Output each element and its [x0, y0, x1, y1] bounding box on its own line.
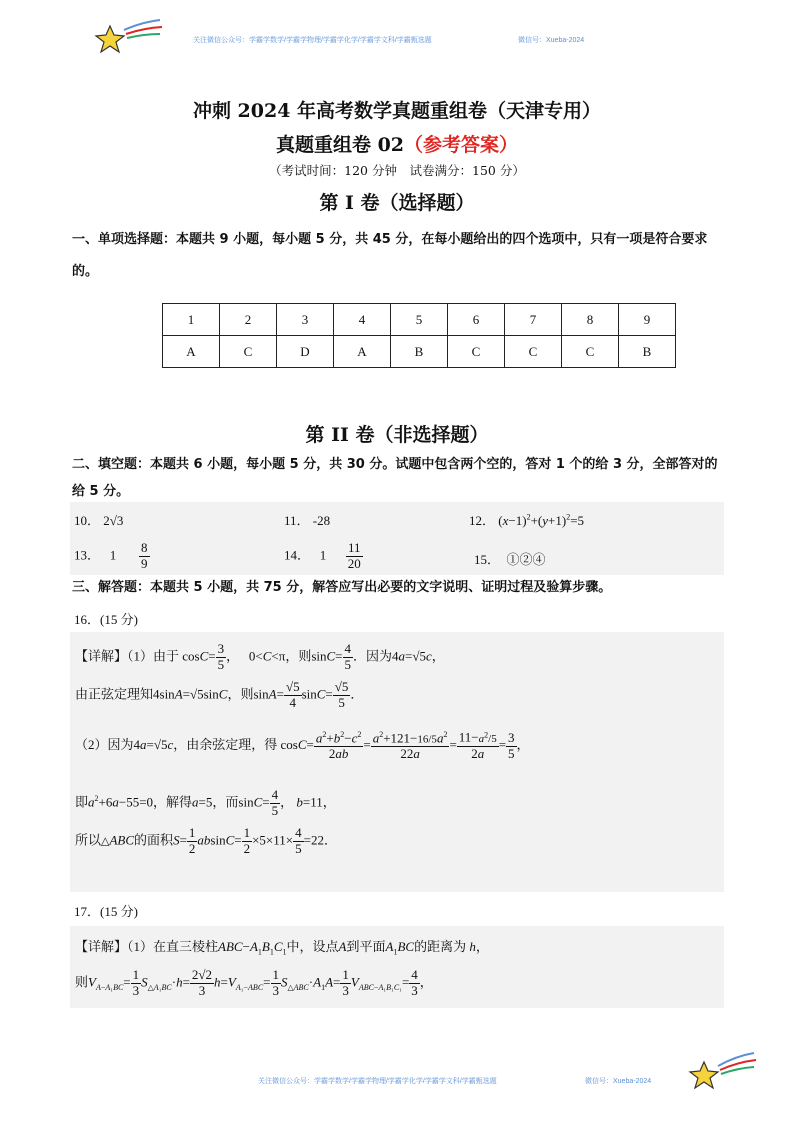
q15-answer — [474, 549, 546, 568]
table-cell: D — [277, 336, 334, 368]
q17-l1-text-c: 到平面 — [346, 939, 386, 954]
exam-info: （考试时间：120 分钟 试卷满分：150 分） — [269, 163, 525, 178]
q14-value-1: 1 — [319, 547, 327, 563]
q17-l1-text-d: 的距离为 — [414, 939, 467, 954]
q17-l2-text: 则 — [75, 974, 89, 990]
subtitle-main: 真题重组卷 02 — [275, 134, 405, 156]
table-cell: C — [562, 336, 619, 368]
q17-l1-text: （1）在直三棱柱 — [127, 939, 219, 954]
q16-heading: 16．(15 分) — [74, 612, 138, 627]
table-cell: 4 — [334, 304, 391, 336]
detail-label: 【详解】 — [75, 648, 128, 664]
table-cell: A — [163, 336, 220, 368]
q12-answer: 12． $(x-1)^2+(y+1)^2=5$ — [469, 512, 585, 528]
table-cell: B — [619, 336, 676, 368]
q16-l4-text-c: ，而 — [212, 794, 239, 810]
q13-value-1: 1 — [109, 547, 117, 563]
header-text: 关注微信公众号：学霸学数学/学霸学物理/学霸学化学/学霸学文科/学霸甄选题 — [193, 37, 432, 44]
q17-line-1: 【详解】（1）在直三棱柱$ABC-A_1B_1C_1$中，设点A到平面$A_1BC$的距离为 h， — [75, 939, 489, 957]
q12-number: 12． — [469, 513, 496, 528]
table-cell: 6 — [448, 304, 505, 336]
table-cell: C — [505, 336, 562, 368]
table-cell: 3 — [277, 304, 334, 336]
q14-number: 14． — [284, 547, 311, 563]
doc-subtitle — [0, 130, 794, 157]
q16-l1-text-b: ，则 — [285, 648, 312, 664]
detail-label: 【详解】 — [75, 939, 128, 954]
solve-instructions-text: 三、解答题：本题共 5 小题，共 75 分，解答应写出必要的文字说明、证明过程及验算步骤。 — [72, 580, 612, 595]
fill-answers-box — [70, 502, 724, 575]
q16-line-1: 【详解】（1）由于 cosC= $\frac{3}{5}$ ， 0<C<π，则sinC= $\frac{4}{5}$ ．因为4a=√5c， — [75, 641, 445, 672]
q15-number: 15． — [474, 552, 501, 567]
table-cell: 1 — [163, 304, 220, 336]
star-logo-icon — [94, 18, 164, 58]
answer-table-number-row — [163, 304, 676, 336]
q16-l5-text-b: 的面积 — [134, 832, 174, 848]
q16-line-5: 所以△ABC的面积S= $\frac{1}{2}$ absinC= $\frac{1}{2}$ ×5×11× $\frac{4}{5}$ =22． — [75, 825, 337, 856]
table-cell: 5 — [391, 304, 448, 336]
q16-l3-text-b: ，由余弦定理，得 — [173, 737, 278, 753]
q11-answer — [284, 510, 330, 529]
q11-value: -28 — [312, 513, 331, 528]
table-cell: B — [391, 336, 448, 368]
q14-value-2: $\frac{11}{20}$ — [347, 540, 361, 571]
q16-l2-text: 由正弦定理知 — [75, 686, 154, 702]
q13-value-2: $\frac{8}{9}$ — [141, 540, 148, 571]
q16-l4-text: 即 — [75, 794, 89, 810]
footer-wechat: 微信号：Xueba-2024 — [585, 1078, 652, 1085]
table-cell: C — [448, 336, 505, 368]
table-cell: 8 — [562, 304, 619, 336]
q17-heading: 17．(15 分) — [74, 904, 138, 919]
q13-number: 13． — [74, 547, 101, 563]
table-cell: 7 — [505, 304, 562, 336]
header-wechat: 微信号：Xueba-2024 — [518, 37, 585, 44]
q15-value: ①②④ — [506, 552, 546, 567]
table-cell: 2 — [220, 304, 277, 336]
q16-line-2: 由正弦定理知4sinA=√5sinC，则sinA= $\frac{√5}{4}$ sinC= $\frac{√5}{5}$ ． — [75, 679, 364, 710]
q10-answer: 10． 2√3 — [74, 513, 124, 528]
q16-line-4: 即$a^2+6a-55=0$，解得a=5，而sinC= $\frac{4}{5}$ ， b=11， — [75, 787, 336, 818]
answer-table — [162, 303, 676, 368]
q10-number: 10． — [74, 513, 101, 528]
part1-instructions-text: 一、单项选择题：本题共 9 小题，每小题 5 分，共 45 分，在每小题给出的四个选项中，只有一项是符合要求的。 — [72, 232, 708, 279]
star-logo-icon — [688, 1050, 758, 1094]
q17-line-2: 则$V_{A-A_1BC}=$ $\frac{1}{3}$ $S_{\triangle A_1BC}\cdot h=$ $\frac{2√2}{3}$ $h=V_{A_1-ABC}=$ $\frac{1}{3}$ $S_{\triangle ABC}\cdot A_1A=$ $\frac{1}{3}$ $V_{ABC-A_1B_1C_1}=$ $\frac{4}{3}$ ， — [75, 967, 433, 998]
subtitle-answer-key: （参考答案） — [404, 134, 519, 156]
part2-heading: 第 II 卷（非选择题） — [305, 424, 489, 446]
fill-instructions — [72, 451, 722, 505]
q16-l1-text-c: ．因为 — [353, 648, 393, 664]
q13-answer — [74, 541, 150, 572]
q16-l4-text-b: ，解得 — [153, 794, 193, 810]
table-cell: 9 — [619, 304, 676, 336]
fill-instructions-text: 二、填空题：本题共 6 小题，每小题 5 分，共 30 分。试题中包含两个空的，答对 1 个的给 3 分，全部答对的给 5 分。 — [72, 457, 718, 499]
q16-l5-text: 所以 — [75, 832, 102, 848]
footer-text: 关注微信公众号：学霸学数学/学霸学物理/学霸学化学/学霸学文科/学霸甄选题 — [258, 1078, 497, 1085]
q16-l1-text: （1）由于 — [127, 648, 180, 664]
answer-table-answer-row — [163, 336, 676, 368]
part1-instructions — [72, 224, 722, 288]
solve-instructions — [72, 575, 722, 601]
part1-heading: 第 I 卷（选择题） — [319, 192, 475, 214]
table-cell: C — [220, 336, 277, 368]
q11-number: 11． — [284, 513, 310, 528]
doc-title: 冲刺 2024 年高考数学真题重组卷（天津专用） — [192, 100, 602, 122]
q14-answer — [284, 541, 363, 572]
table-cell: A — [334, 336, 391, 368]
q16-l3-text: （2）因为 — [75, 737, 134, 753]
q16-line-3: （2）因为4a=√5c，由余弦定理，得 cosC= $\frac{a^2+b^2-c^2}{2ab}$ = $\frac{a^2+121-16/5a^2}{22a}$ = $\frac{11-a^2/5}{2a}$ = $\frac{3}{5}$ ， — [75, 729, 530, 762]
q16-l2-text-b: ，则 — [227, 686, 254, 702]
q17-l1-text-b: 中，设点 — [286, 939, 339, 954]
